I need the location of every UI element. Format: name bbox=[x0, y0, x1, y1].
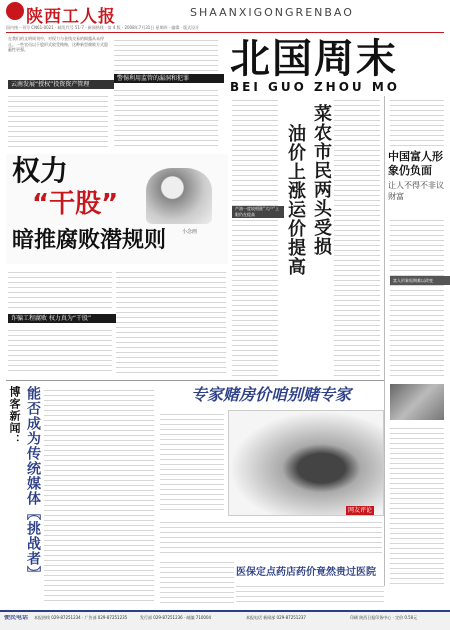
blog-news-text bbox=[44, 386, 154, 602]
issue-info-bar: 国内统一刊号 CN61-0021 · 邮发代号 51-7 · 新闻热线 · 第 4 版 · 2008年7月31日 星期四 · 编辑 · 版式设计 bbox=[6, 24, 444, 33]
right-text-mid bbox=[390, 216, 444, 376]
rich-headline: 中国富人形象仍负面 bbox=[388, 150, 443, 177]
story-text-col-a bbox=[232, 96, 278, 376]
medicine-text bbox=[160, 558, 234, 606]
logo-mark-icon bbox=[6, 2, 24, 20]
cartoon-illustration bbox=[146, 168, 212, 224]
medicine-text-2 bbox=[236, 582, 384, 606]
headline-line-3: 暗推腐败潜规则 bbox=[12, 228, 167, 253]
right-photo bbox=[390, 384, 444, 420]
center-box-title: 警惕利用监管的漏洞和犯罪 bbox=[114, 74, 224, 83]
right-box-title: 富人形象短期难以改变 bbox=[390, 276, 450, 285]
footer-hotline-label: 便民电话 bbox=[4, 615, 29, 620]
story-box-title: 产油一度较相涨“大户”上限仍在提高 bbox=[232, 206, 284, 218]
medicine-headline: 医保定点药店药价竟然贵过医院 bbox=[236, 567, 376, 578]
mid-page-rule bbox=[6, 380, 384, 381]
headline-line-2: “干股” bbox=[32, 189, 119, 219]
housing-headline: 专家赌房价咱别赌专家 bbox=[190, 385, 351, 404]
right-column-rule bbox=[384, 96, 385, 586]
housing-text-b bbox=[160, 518, 382, 554]
housing-text-a bbox=[160, 410, 224, 514]
left-subbox-title: 诈骗工程腐败 权力真为“干股” bbox=[8, 314, 118, 323]
rich-image-headline bbox=[388, 150, 446, 202]
center-body-text bbox=[114, 86, 218, 150]
left-box-title: 云南发展“授权”投资资产管理 bbox=[8, 80, 114, 89]
newspaper-pinyin: SHAANXIGONGRENBAO bbox=[190, 6, 354, 19]
page-footer bbox=[0, 610, 450, 630]
newspaper-name: 陕西工人报 bbox=[26, 7, 116, 27]
section-header bbox=[230, 35, 444, 94]
cartoon-caption: 小念画 bbox=[182, 229, 198, 235]
right-text-bottom bbox=[390, 424, 444, 584]
blog-news-kicker: 博客新闻： bbox=[8, 386, 21, 446]
footer-item: 本报热线 029-87251234 · 广告部 029-87251235 bbox=[34, 615, 128, 620]
rich-subhead: 让人不得不非议财富 bbox=[388, 181, 444, 201]
section-pinyin: BEI GUO ZHOU MO bbox=[230, 80, 400, 94]
headline-line-1: 权力 bbox=[12, 154, 69, 187]
vegetable-headline: 菜农市民两头受损 bbox=[311, 104, 332, 256]
footer-item: 本报电话 新闻部 029-87251237 bbox=[246, 615, 306, 620]
section-title: 北国周末 bbox=[230, 35, 398, 82]
left-mid-text-2 bbox=[8, 326, 112, 374]
story-text-col-b bbox=[334, 96, 380, 376]
commentary-tag: 网友评论 bbox=[348, 507, 373, 514]
right-text-top bbox=[390, 96, 444, 148]
center-mid-text bbox=[116, 268, 226, 374]
left-lead-text: 在我们的文明周刊中，对权力与金钱交易的揭露从未停止。一些官员以干股形式收受贿赂，这种新型腐败方式隐蔽性更强。 bbox=[8, 36, 108, 53]
blog-news-headline: 能否成为传统媒体〖挑战者〗 bbox=[25, 386, 41, 581]
left-body-text bbox=[8, 92, 108, 150]
footer-item: 印刷 陕西日报印务中心 · 定价 0.50元 bbox=[350, 615, 418, 620]
footer-item: 发行部 029-87251236 · 邮编 710004 bbox=[140, 615, 212, 620]
power-share-headline bbox=[6, 154, 228, 264]
oil-price-headline: 油价上涨运价提高 bbox=[285, 124, 306, 276]
newspaper-logo bbox=[6, 2, 156, 27]
housing-illustration bbox=[228, 410, 384, 516]
left-mid-text-1 bbox=[8, 268, 112, 312]
center-top-text bbox=[114, 36, 218, 72]
